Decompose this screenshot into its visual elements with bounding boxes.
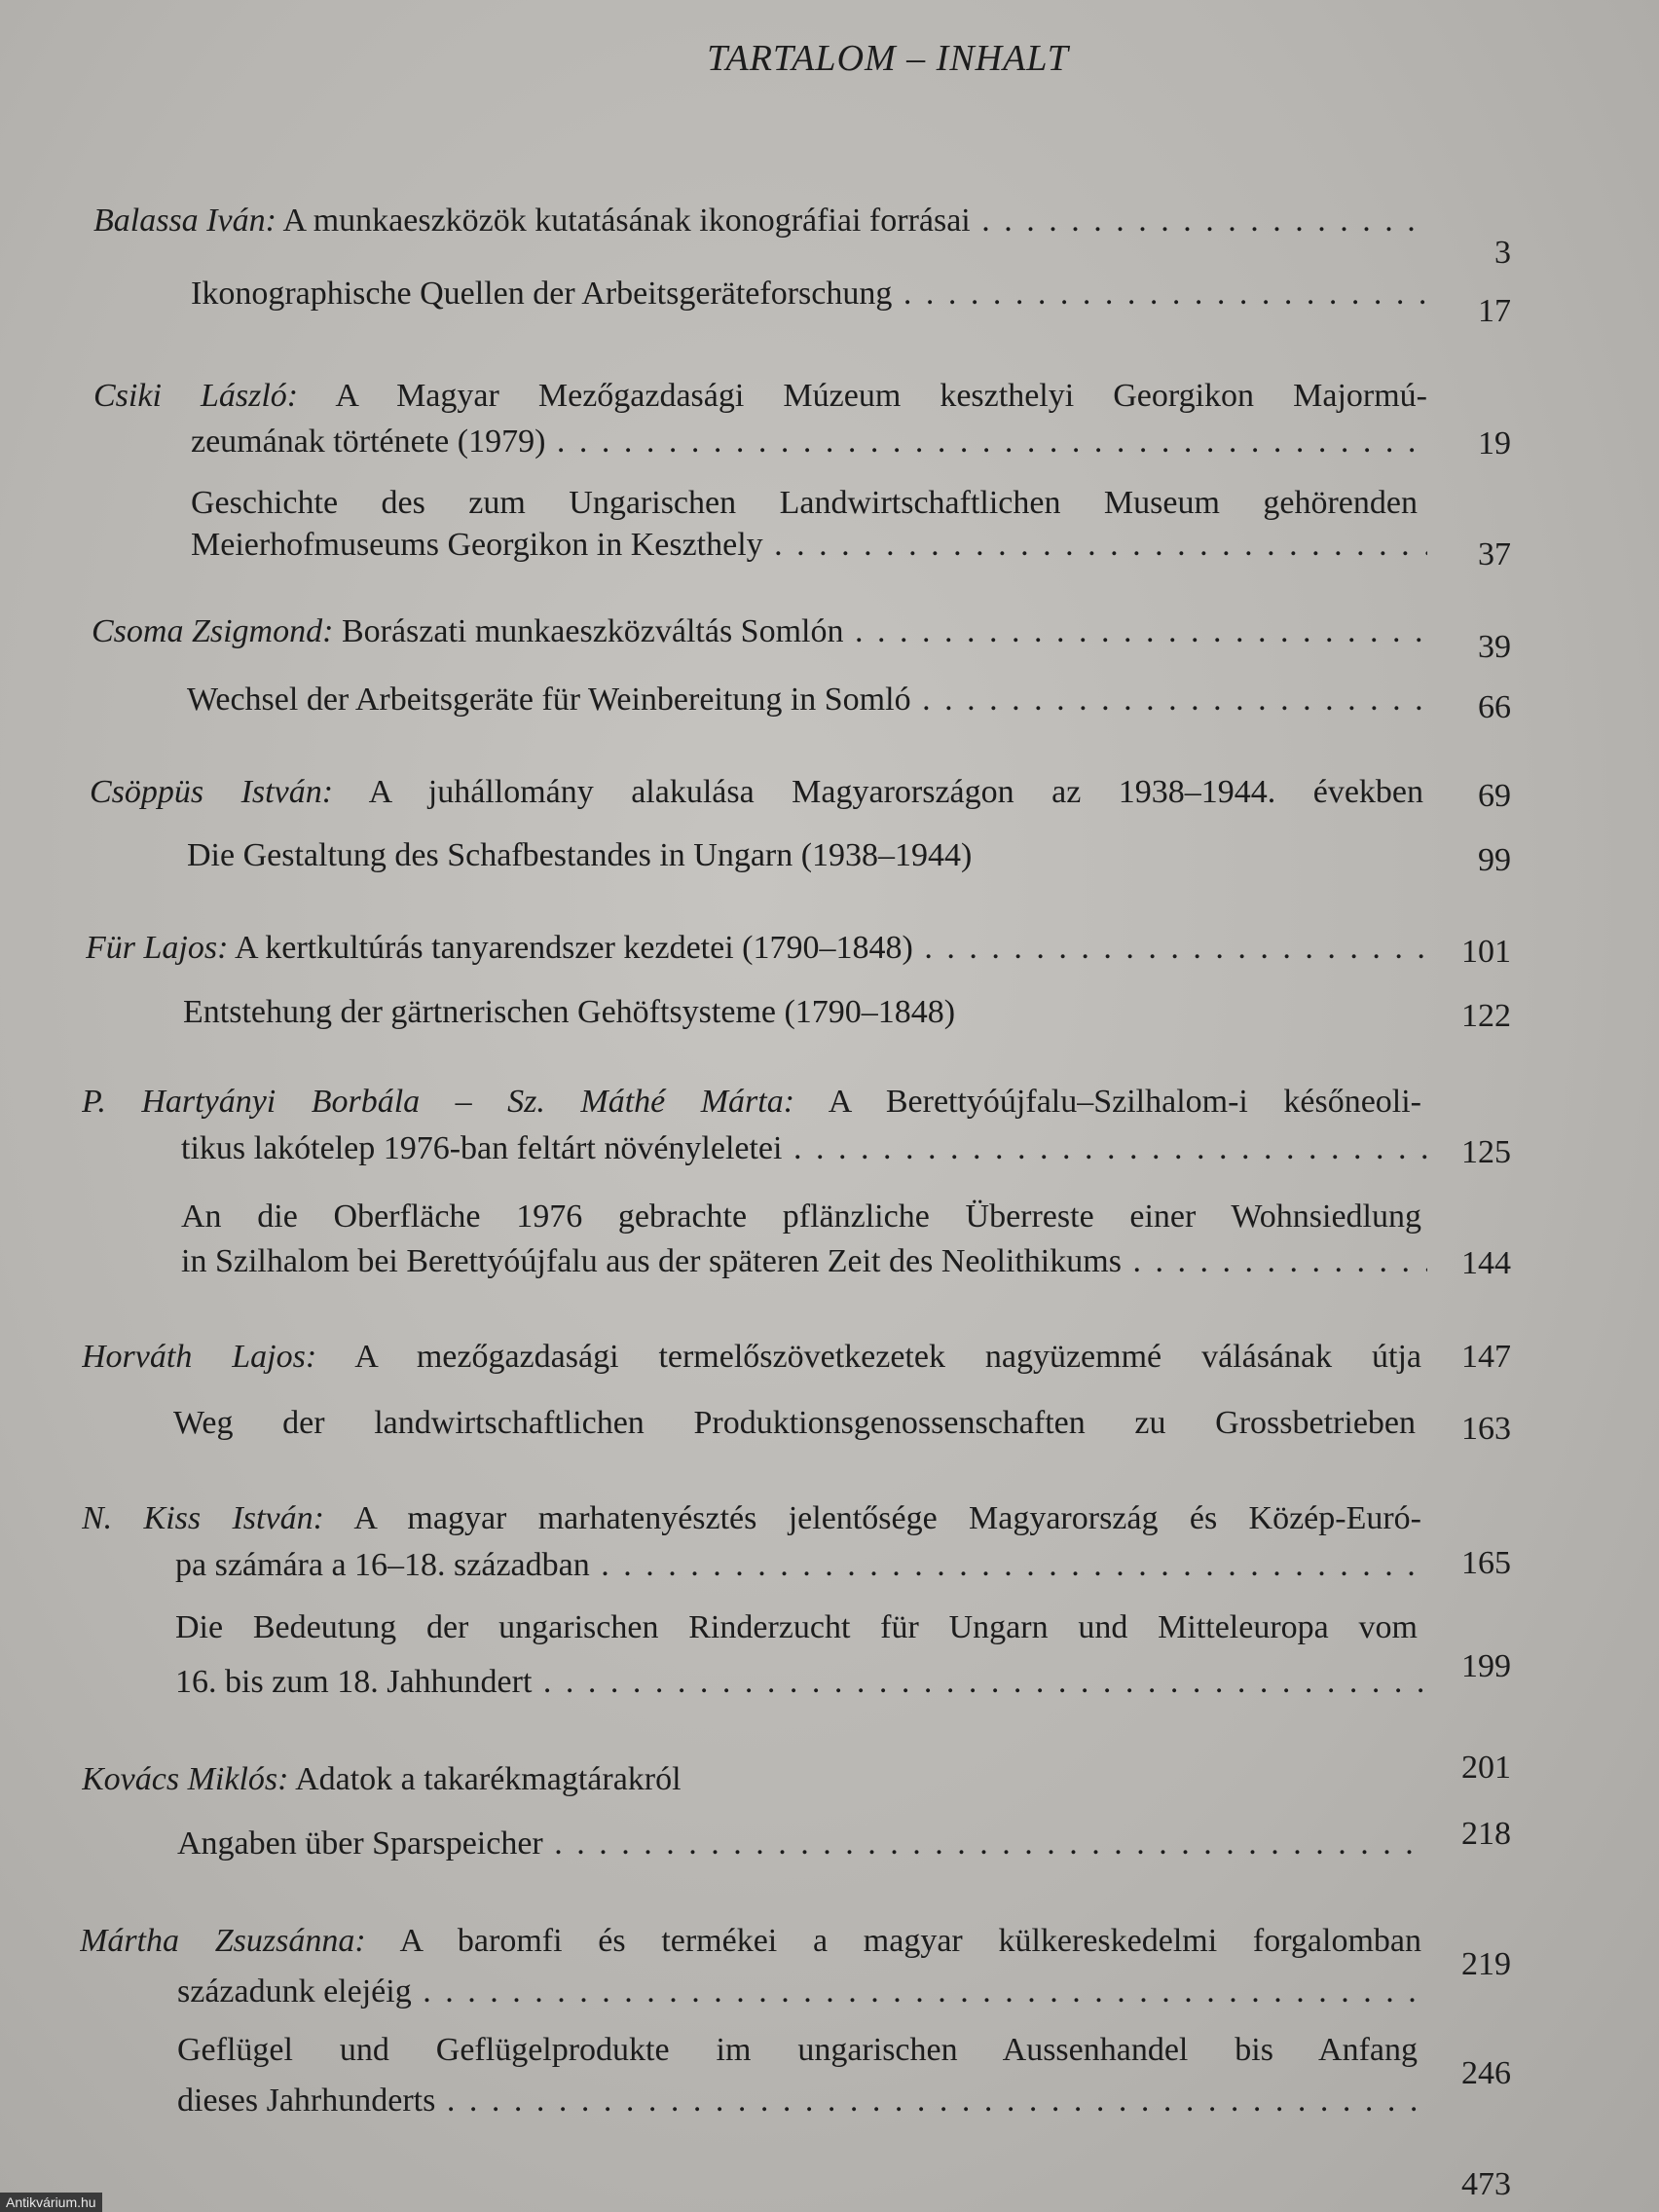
toc-title: Borászati munkaeszközváltás Somlón	[341, 613, 844, 649]
toc-page-number: 199	[1461, 1648, 1511, 1684]
folio-page-number: 473	[1461, 2166, 1511, 2202]
toc-author: Csoma Zsigmond:	[92, 613, 334, 649]
toc-translation-line: An die Oberfläche 1976 gebrachte pflänzliche Überreste einer Wohnsiedlung	[181, 1198, 1421, 1235]
toc-entry-line	[82, 1336, 1421, 1379]
toc-page-number: 147	[1461, 1339, 1511, 1375]
toc-author: P. Hartyányi Borbála – Sz. Máthé Márta:	[82, 1084, 795, 1120]
toc-author: Csiki László:	[93, 378, 299, 414]
toc-author: Mártha Zsuzsánna:	[80, 1923, 366, 1959]
toc-page-number: 69	[1478, 778, 1511, 814]
toc-title: A mezőgazdasági termelőszövetkezetek nagyüzemmé válásának útja	[354, 1339, 1421, 1375]
toc-title: Adatok a takarékmagtárakról	[295, 1761, 682, 1797]
toc-page-number: 144	[1461, 1245, 1511, 1281]
toc-title: A juhállomány alakulása Magyarországon az 1938–1944. években	[368, 774, 1423, 810]
toc-translation-line: in Szilhalom bei Berettyóújfalu aus der späteren Zeit des Neolithikums . . .	[181, 1240, 1427, 1283]
toc-page-number: 101	[1461, 934, 1511, 970]
page-title: TARTALOM – INHALT	[707, 38, 1069, 79]
toc-page-number: 19	[1478, 425, 1511, 461]
toc-translation-line: Meierhofmuseums Georgikon in Keszthely . . .	[191, 524, 1427, 567]
toc-entry-line	[86, 927, 1427, 970]
toc-author: Kovács Miklós:	[82, 1761, 289, 1797]
toc-title: A Berettyóújfalu–Szilhalom-i későneoli-	[828, 1084, 1421, 1120]
toc-page-number: 99	[1478, 842, 1511, 878]
toc-page-number: 66	[1478, 689, 1511, 725]
toc-translation-line: Entstehung der gärtnerischen Gehöftsysteme (1790–1848)	[183, 994, 956, 1030]
toc-entry-line	[82, 1758, 1416, 1801]
toc-entry-line	[92, 610, 1427, 653]
toc-author: Balassa Iván:	[93, 203, 276, 239]
toc-page-number: 219	[1461, 1946, 1511, 1982]
toc-page-number: 125	[1461, 1134, 1511, 1170]
toc-page-number: 246	[1461, 2055, 1511, 2091]
toc-translation-line: Die Gestaltung des Schafbestandes in Ungarn (1938–1944)	[187, 837, 973, 873]
toc-page-number: 163	[1461, 1411, 1511, 1447]
toc-entry-line	[93, 200, 1427, 242]
toc-title: A magyar marhatenyésztés jelentősége Magyarország és Közép-Euró-	[353, 1500, 1421, 1536]
toc-translation-line: Ikonographische Quellen der Arbeitsgeräteforschung . . .	[191, 273, 1427, 315]
toc-page-number: 37	[1478, 536, 1511, 572]
toc-entry-line	[82, 1497, 1421, 1540]
toc-page-number: 17	[1478, 293, 1511, 329]
toc-title: A Magyar Mezőgazdasági Múzeum keszthelyi Georgikon Majormú-	[335, 378, 1427, 414]
toc-translation-line: Die Bedeutung der ungarischen Rinderzucht für Ungarn und Mitteleuropa vom	[175, 1609, 1418, 1645]
toc-page-number: 122	[1461, 998, 1511, 1034]
toc-author: Horváth Lajos:	[82, 1339, 317, 1375]
toc-entry-line	[82, 1081, 1421, 1124]
toc-entry-line: pa számára a 16–18. században . . .	[175, 1544, 1427, 1587]
toc-entry-line: zeumának története (1979) . . .	[191, 421, 1427, 463]
toc-translation-line: 16. bis zum 18. Jahhundert . . .	[175, 1661, 1427, 1704]
toc-entry-line	[93, 375, 1427, 418]
toc-entry-line: századunk elejéig . . .	[177, 1971, 1427, 2013]
toc-translation-line: Weg der landwirtschaftlichen Produktionsgenossenschaften zu Grossbetrieben	[173, 1405, 1416, 1441]
toc-translation-line: Wechsel der Arbeitsgeräte für Weinbereitung in Somló . . .	[187, 679, 1427, 721]
toc-page-number: 165	[1461, 1545, 1511, 1581]
toc-title: A munkaeszközök kutatásának ikonográfiai forrásai	[282, 203, 971, 239]
toc-entry-line	[80, 1920, 1421, 1963]
toc-title: A kertkultúrás tanyarendszer kezdetei (1790–1848)	[235, 930, 913, 966]
watermark: Antikvárium.hu	[0, 2193, 102, 2212]
toc-author: N. Kiss István:	[82, 1500, 324, 1536]
toc-entry-line	[90, 771, 1423, 814]
toc-page-number: 3	[1494, 235, 1511, 271]
toc-entry-line: tikus lakótelep 1976-ban feltárt növényleletei . . .	[181, 1127, 1427, 1170]
toc-author: Für Lajos:	[86, 930, 229, 966]
toc-translation-line: Geschichte des zum Ungarischen Landwirtschaftlichen Museum gehörenden	[191, 485, 1418, 521]
toc-page-number: 218	[1461, 1816, 1511, 1852]
toc-title: A baromfi és termékei a magyar külkereskedelmi forgalomban	[399, 1923, 1421, 1959]
toc-page-number: 39	[1478, 629, 1511, 665]
toc-author: Csöppüs István:	[90, 774, 334, 810]
toc-page-number: 201	[1461, 1750, 1511, 1786]
toc-translation-line: Geflügel und Geflügelprodukte im ungarischen Aussenhandel bis Anfang	[177, 2032, 1418, 2068]
toc-translation-line: Angaben über Sparspeicher . . .	[177, 1823, 1427, 1865]
toc-translation-line: dieses Jahrhunderts . . .	[177, 2080, 1427, 2122]
